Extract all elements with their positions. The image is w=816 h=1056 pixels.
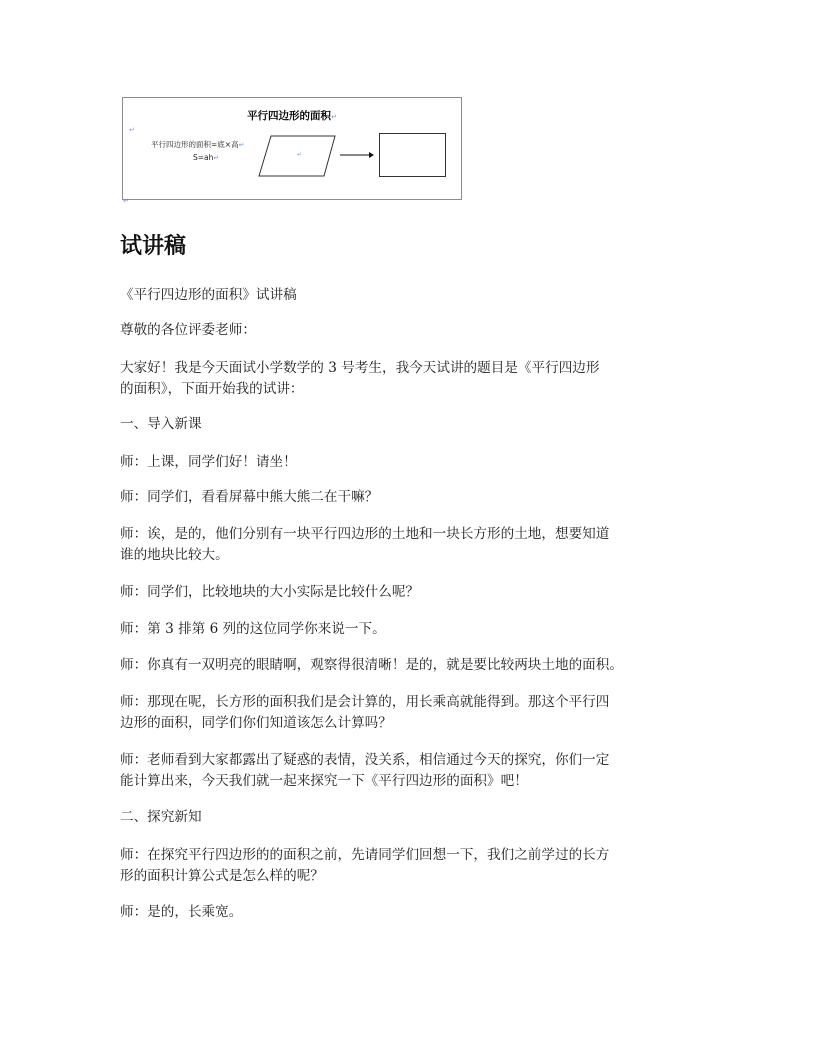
paragraph-line: 师：那现在呢，长方形的面积我们是会计算的，用长乘高就能得到。那这个平行四 <box>120 694 610 710</box>
paragraph-line: 师：是的，长乘宽。 <box>120 904 243 920</box>
paragraph-line: 师：老师看到大家都露出了疑惑的表情，没关系，相信通过今天的探究，你们一定 <box>120 752 610 768</box>
paragraph-intro <box>120 358 720 400</box>
arrow-head-icon <box>369 152 374 158</box>
paragraph-line: 师：同学们，比较地块的大小实际是比较什么呢？ <box>120 584 420 600</box>
paragraph <box>120 582 720 603</box>
paragraph <box>120 452 720 473</box>
paragraph-line: 师：诶，是的，他们分别有一块平行四边形的土地和一块长方形的土地，想要知道 <box>120 526 610 542</box>
paragraph-line: 师：同学们，看看屏幕中熊大熊二在干嘛？ <box>120 489 379 505</box>
paragraph-mark-icon: ↵ <box>123 197 129 205</box>
paragraph-line: 一、导入新课 <box>120 416 202 432</box>
paragraph-mark-icon: ↵ <box>129 126 135 134</box>
paragraph-line: 大家好！我是今天面试小学数学的 3 号考生，我今天试讲的题目是《平行四边形 <box>120 360 600 376</box>
diagram-shapes <box>123 98 463 201</box>
diagram-figure <box>122 97 462 205</box>
paragraph-mark-icon: ↵ <box>238 141 245 149</box>
formula-line-1: 平行四边形的面积=底×高 <box>151 140 239 149</box>
page-heading: 试讲稿 <box>120 234 187 259</box>
paragraph-line: 能计算出来，今天我们就一起来探究一下《平行四边形的面积》吧！ <box>120 773 528 789</box>
paragraph <box>120 750 720 792</box>
rectangle-shape <box>380 134 446 177</box>
paragraph <box>120 845 720 887</box>
paragraph-mark-icon: ↵ <box>297 151 303 158</box>
paragraph <box>120 524 720 566</box>
paragraph-line: 二、探究新知 <box>120 809 202 825</box>
paragraph-line: 师：在探究平行四边形的的面积之前，先请同学们回想一下，我们之前学过的长方 <box>120 847 610 863</box>
paragraph <box>120 692 720 734</box>
formula-line-2: S=ah <box>193 153 214 162</box>
paragraph-line: 形的面积计算公式是怎么样的呢？ <box>120 868 324 884</box>
paragraph <box>120 487 720 508</box>
paragraph <box>120 655 720 676</box>
paragraph-line: 师：你真有一双明亮的眼睛啊，观察得很清晰！是的，就是要比较两块土地的面积。 <box>120 657 623 673</box>
section-heading <box>120 414 720 435</box>
paragraph-greeting <box>120 320 720 341</box>
paragraph <box>120 902 720 923</box>
paragraph-line: 尊敬的各位评委老师： <box>120 322 256 338</box>
figure-title-text: 平行四边形的面积 <box>247 110 332 122</box>
paragraph-line: 师：上课，同学们好！请坐！ <box>120 454 297 470</box>
paragraph-line: 《平行四边形的面积》试讲稿 <box>120 287 297 303</box>
paragraph-line: 边形的面积，同学们你们知道该怎么计算吗？ <box>120 715 392 731</box>
paragraph-title <box>120 285 720 306</box>
paragraph-mark-icon: ↵ <box>331 113 337 121</box>
paragraph <box>120 619 720 640</box>
paragraph-mark-icon: ↵ <box>213 154 220 162</box>
paragraph-line: 师：第 3 排第 6 列的这位同学你来说一下。 <box>120 621 386 637</box>
paragraph-line: 的面积》，下面开始我的试讲： <box>120 381 304 397</box>
paragraph-line: 谁的地块比较大。 <box>120 547 229 563</box>
section-heading <box>120 807 720 828</box>
